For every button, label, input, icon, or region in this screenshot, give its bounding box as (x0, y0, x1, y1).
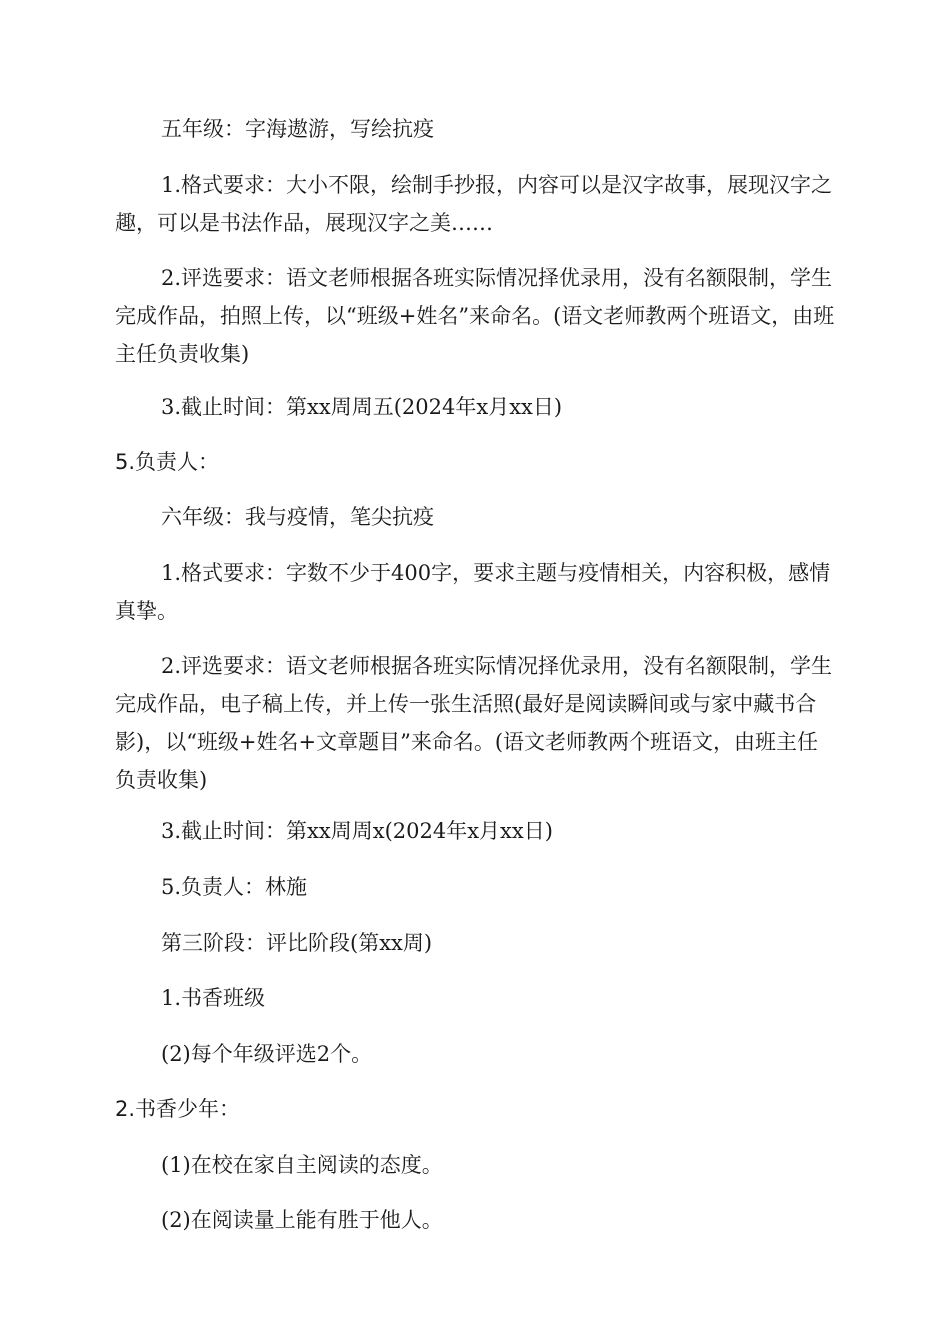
grade-six-deadline: 3.截止时间：第xx周周x(2024年x月xx日) (161, 819, 553, 843)
item-per-grade-selection: (2)每个年级评选2个。 (161, 1042, 373, 1066)
item-scholarly-class: 1.书香班级 (161, 986, 266, 1010)
heading-grade-five: 五年级：字海遨游，写绘抗疫 (161, 117, 434, 141)
criterion-reading-attitude: (1)在校在家自主阅读的态度。 (161, 1153, 443, 1177)
heading-grade-six: 六年级：我与疫情，笔尖抗疫 (161, 505, 434, 529)
grade-six-format-requirement: 1.格式要求：字数不少于400字，要求主题与疫情相关，内容积极，感情真挚。 (115, 561, 831, 623)
criterion-reading-volume: (2)在阅读量上能有胜于他人。 (161, 1208, 443, 1232)
grade-six-selection-requirement: 2.评选要求：语文老师根据各班实际情况择优录用，没有名额限制，学生完成作品，电子稿上传，并上传一张生活照(最好是阅读瞬间或与家中藏书合影)，以“班级+姓名+文章题目”来命名。(语文老师教两个班语文，由班主任负责收集) (115, 654, 833, 792)
grade-five-deadline: 3.截止时间：第xx周周五(2024年x月xx日) (161, 395, 563, 419)
grade-six-responsible-person: 5.负责人：林施 (161, 875, 308, 899)
heading-scholarly-youth: 2.书香少年： (115, 1097, 241, 1121)
responsible-person-label: 5.负责人： (115, 450, 220, 474)
grade-five-format-requirement: 1.格式要求：大小不限，绘制手抄报，内容可以是汉字故事，展现汉字之趣，可以是书法作品，展现汉字之美…… (115, 173, 833, 235)
heading-stage-three: 第三阶段：评比阶段(第xx周) (161, 931, 433, 955)
grade-five-selection-requirement: 2.评选要求：语文老师根据各班实际情况择优录用，没有名额限制，学生完成作品，拍照上传，以“班级+姓名”来命名。(语文老师教两个班语文，由班主任负责收集) (115, 266, 835, 366)
